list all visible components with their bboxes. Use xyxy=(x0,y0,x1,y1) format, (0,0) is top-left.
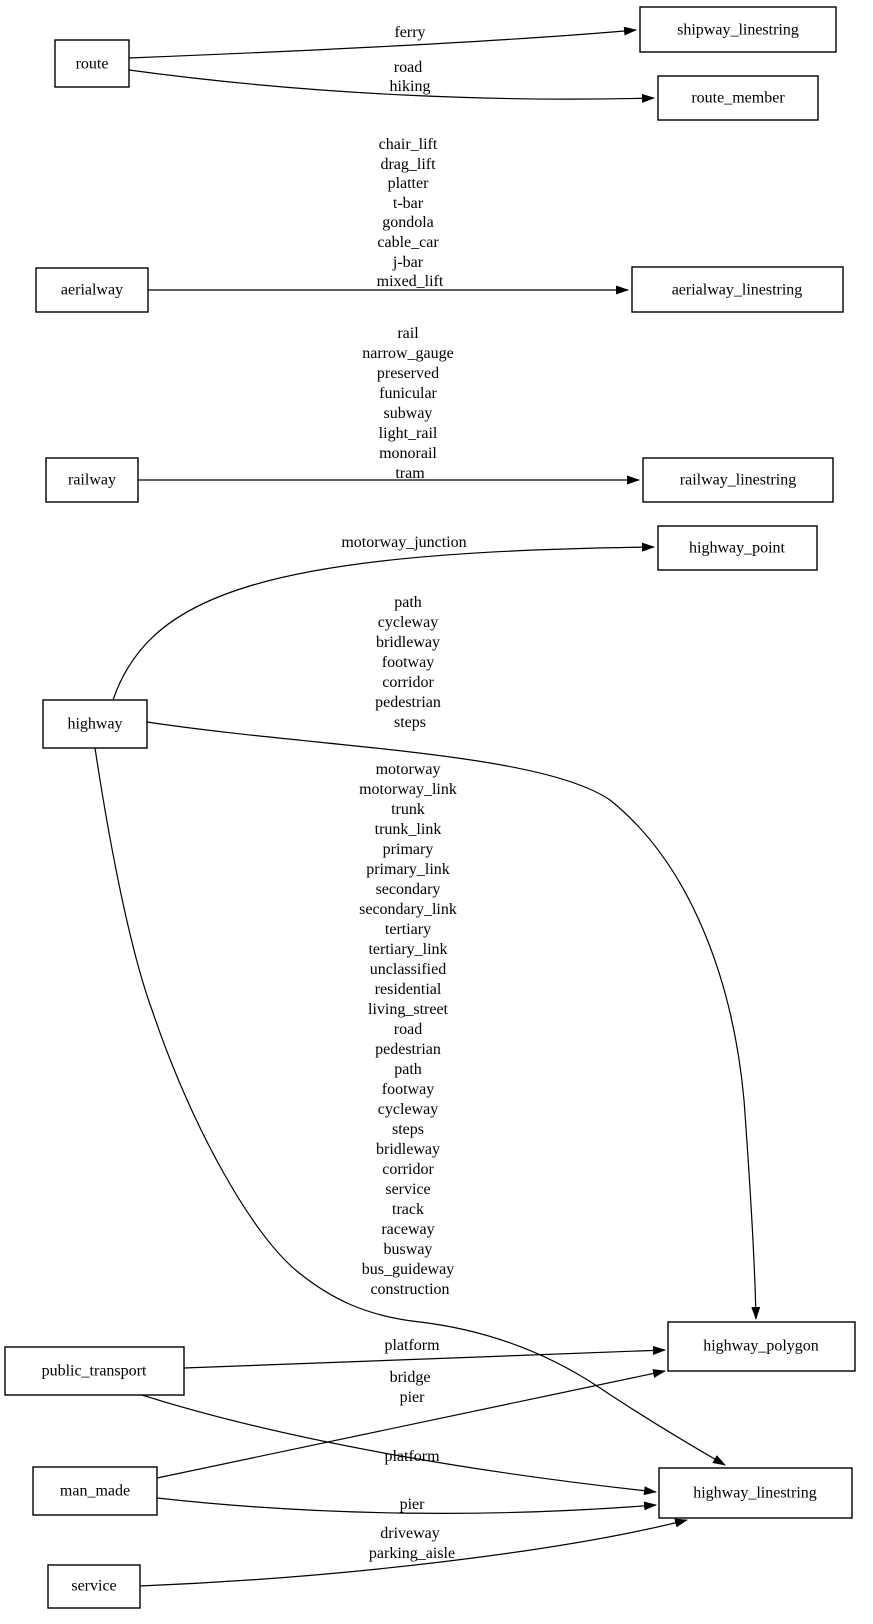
edge-label-line: road xyxy=(393,58,423,76)
node-label-railway_linestring: railway_linestring xyxy=(679,471,797,489)
edge-label-line: cycleway xyxy=(377,1100,439,1118)
edge-label-line: subway xyxy=(383,404,433,422)
node-label-shipway_linestring: shipway_linestring xyxy=(677,21,799,39)
node-aerialway xyxy=(36,268,148,312)
edge-label-line: primary xyxy=(382,840,434,858)
edge-label-line: living_street xyxy=(368,1000,448,1018)
edge-label-line: primary_link xyxy=(366,860,450,878)
edge-label-line: secondary_link xyxy=(359,900,457,918)
edge-label-line: platform xyxy=(384,1336,440,1354)
node-highway xyxy=(43,700,147,748)
edge-label-line: platter xyxy=(387,174,429,192)
edge-label-line: trunk xyxy=(391,800,425,818)
node-man_made xyxy=(33,1467,157,1515)
node-label-route_member: route_member xyxy=(691,89,785,107)
edge-label-highway-highway_point xyxy=(341,534,466,551)
edge-label-line: unclassified xyxy=(369,960,447,978)
edge-label-line: funicular xyxy=(379,384,437,402)
edge-label-public_transport-highway_polygon xyxy=(384,1337,440,1354)
edge-label-line: parking_aisle xyxy=(368,1544,456,1562)
node-label-service: service xyxy=(71,1577,117,1595)
edge-label-line: motorway_link xyxy=(359,780,457,798)
edge-label-line: rail xyxy=(397,324,419,342)
edge-label-line: bridleway xyxy=(376,633,440,651)
edge-route-shipway_linestring xyxy=(129,30,636,58)
edge-label-line: pedestrian xyxy=(375,1040,441,1058)
node-public_transport xyxy=(5,1347,184,1395)
edge-label-line: cable_car xyxy=(377,233,439,251)
edge-label-line: mixed_lift xyxy=(376,272,444,290)
edge-label-line: raceway xyxy=(381,1220,435,1238)
edge-label-line: path xyxy=(394,593,422,611)
edge-label-line: preserved xyxy=(376,364,440,382)
edge-label-line: trunk_link xyxy=(374,820,442,838)
node-label-railway: railway xyxy=(68,471,116,489)
node-railway xyxy=(46,458,138,502)
edge-label-line: cycleway xyxy=(377,613,439,631)
edge-label-line: corridor xyxy=(382,673,434,691)
edge-label-line: light_rail xyxy=(378,424,438,442)
edge-label-line: residential xyxy=(374,980,442,998)
edge-label-route-route_member xyxy=(390,59,431,95)
edge-label-line: bridge xyxy=(389,1368,431,1386)
node-label-highway_linestring: highway_linestring xyxy=(693,1484,817,1502)
edge-label-line: path xyxy=(394,1060,422,1078)
edge-label-line: bus_guideway xyxy=(361,1260,455,1278)
node-service xyxy=(48,1565,140,1608)
edge-label-line: tertiary_link xyxy=(368,940,448,958)
edge-label-line: corridor xyxy=(382,1160,434,1178)
edge-label-line: construction xyxy=(370,1280,450,1298)
edge-label-man_made-highway_polygon xyxy=(390,1369,435,1406)
node-highway_linestring xyxy=(659,1468,852,1518)
edge-label-line: motorway_junction xyxy=(341,533,467,551)
edge-label-line: j-bar xyxy=(392,253,424,271)
edge-label-line: driveway xyxy=(380,1524,440,1542)
edge-label-line: track xyxy=(392,1200,424,1218)
edge-label-route-shipway_linestring xyxy=(394,24,425,41)
edge-label-line: road xyxy=(393,1020,423,1038)
edge-label-highway-highway_linestring xyxy=(359,761,461,1298)
edge-label-line: footway xyxy=(381,653,435,671)
node-label-aerialway: aerialway xyxy=(60,281,124,299)
edge-label-line: narrow_gauge xyxy=(362,344,454,362)
node-label-public_transport: public_transport xyxy=(41,1362,147,1380)
node-label-highway_point: highway_point xyxy=(689,539,785,557)
node-railway_linestring xyxy=(643,458,833,502)
edge-highway-highway_polygon xyxy=(147,722,756,1319)
edge-label-line: secondary xyxy=(375,880,441,898)
edge-label-line: motorway xyxy=(375,760,441,778)
edge-label-line: steps xyxy=(392,1120,424,1138)
edge-label-line: bridleway xyxy=(376,1140,440,1158)
edge-label-aerialway-aerialway_linestring xyxy=(377,136,444,290)
edge-label-service-highway_linestring xyxy=(369,1525,455,1562)
node-label-route: route xyxy=(75,55,109,73)
edge-label-line: drag_lift xyxy=(380,155,436,173)
edge-label-line: gondola xyxy=(382,213,434,231)
edge-label-man_made-highway_linestring xyxy=(400,1496,426,1513)
edge-label-line: chair_lift xyxy=(378,135,438,153)
edge-label-line: service xyxy=(385,1180,431,1198)
node-highway_point xyxy=(658,526,817,570)
edge-label-line: pier xyxy=(399,1495,425,1513)
edge-label-public_transport-highway_linestring xyxy=(384,1448,440,1465)
edge-label-line: t-bar xyxy=(392,194,424,212)
edge-label-line: pedestrian xyxy=(375,693,441,711)
edge-labels-layer xyxy=(341,24,466,1562)
node-highway_polygon xyxy=(668,1322,855,1371)
node-label-highway: highway xyxy=(67,715,123,733)
node-label-highway_polygon: highway_polygon xyxy=(703,1337,819,1355)
edge-label-line: tertiary xyxy=(384,920,432,938)
edge-label-line: tram xyxy=(395,464,425,482)
node-aerialway_linestring xyxy=(632,267,843,312)
edge-label-line: hiking xyxy=(389,77,431,95)
edge-label-line: steps xyxy=(394,713,426,731)
edge-public_transport-highway_linestring xyxy=(142,1395,656,1492)
edge-label-line: ferry xyxy=(394,23,426,41)
node-label-aerialway_linestring: aerialway_linestring xyxy=(671,281,803,299)
edge-label-line: footway xyxy=(381,1080,435,1098)
edge-label-line: pier xyxy=(399,1388,425,1406)
edge-label-line: monorail xyxy=(379,444,437,462)
edge-label-line: busway xyxy=(383,1240,433,1258)
node-label-man_made: man_made xyxy=(59,1482,131,1500)
node-route_member xyxy=(658,76,818,120)
node-shipway_linestring xyxy=(640,7,836,52)
edge-label-highway-highway_polygon xyxy=(375,594,445,731)
node-route xyxy=(55,40,129,87)
edge-label-line: platform xyxy=(384,1447,440,1465)
edge-label-railway-railway_linestring xyxy=(362,325,458,482)
